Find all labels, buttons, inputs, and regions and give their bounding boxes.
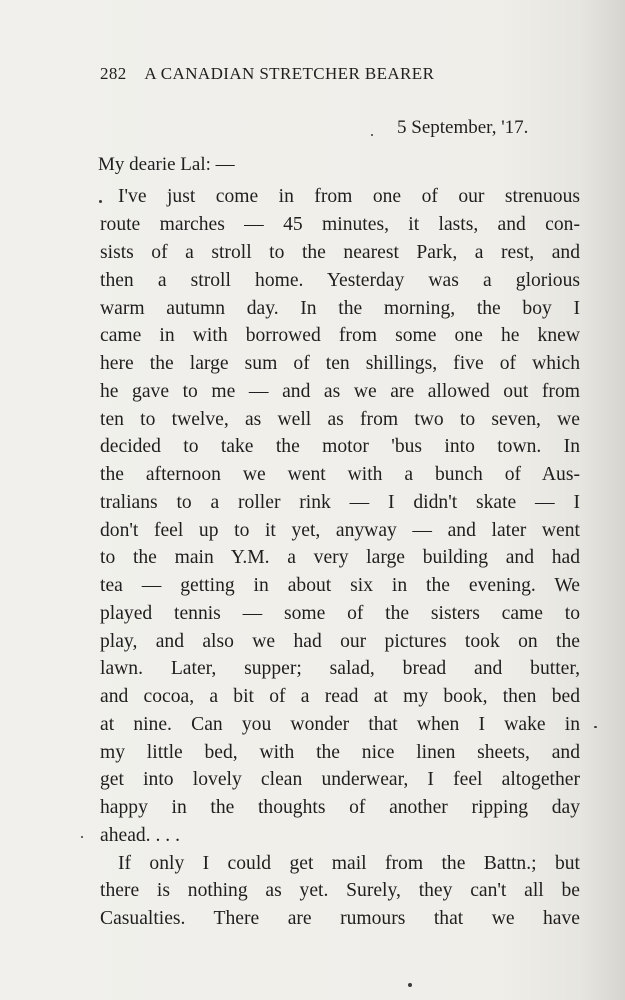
body-line: here the large sum of ten shillings, five of which xyxy=(100,353,580,374)
body-line: he gave to me — and as we are allowed out from xyxy=(100,381,580,402)
body-line: ahead. . . . xyxy=(100,825,180,846)
print-speck xyxy=(594,726,597,728)
body-line: decided to take the motor 'bus into town. In xyxy=(100,436,580,457)
body-line: happy in the thoughts of another ripping day xyxy=(100,797,580,818)
body-line: play, and also we had our pictures took on the xyxy=(100,631,580,652)
body-line: my little bed, with the nice linen sheets, and xyxy=(100,742,580,763)
body-line: played tennis — some of the sisters came to xyxy=(100,603,580,624)
body-line: lawn. Later, supper; salad, bread and butter, xyxy=(100,658,580,679)
body-line: there is nothing as yet. Surely, they can't all be xyxy=(100,880,580,901)
print-speck xyxy=(371,134,373,136)
print-speck xyxy=(408,983,412,987)
page-header xyxy=(100,64,540,84)
body-line: warm autumn day. In the morning, the boy I xyxy=(100,298,580,319)
body-line: sists of a stroll to the nearest Park, a rest, and xyxy=(100,242,580,263)
running-title: A CANADIAN STRETCHER BEARER xyxy=(144,64,435,83)
body-line: to the main Y.M. a very large building and had xyxy=(100,547,580,568)
body-line: Casualties. There are rumours that we have xyxy=(100,908,580,929)
body-line: If only I could get mail from the Battn.; but xyxy=(118,853,580,874)
body-line: get into lovely clean underwear, I feel altogether xyxy=(100,769,580,790)
body-line: and cocoa, a bit of a read at my book, then bed xyxy=(100,686,580,707)
salutation: My dearie Lal: — xyxy=(98,154,235,175)
body-line: don't feel up to it yet, anyway — and later went xyxy=(100,520,580,541)
body-line: ten to twelve, as well as from two to seven, we xyxy=(100,409,580,430)
body-line: came in with borrowed from some one he knew xyxy=(100,325,580,346)
print-speck xyxy=(81,836,83,838)
body-line: route marches — 45 minutes, it lasts, and con- xyxy=(100,214,580,235)
body-line: the afternoon we went with a bunch of Aus- xyxy=(100,464,580,485)
body-line: tralians to a roller rink — I didn't skate — I xyxy=(100,492,580,513)
body-line: tea — getting in about six in the evening. We xyxy=(100,575,580,596)
body-line: at nine. Can you wonder that when I wake in xyxy=(100,714,580,735)
body-line: I've just come in from one of our strenuous xyxy=(118,186,580,207)
letter-date: 5 September, '17. xyxy=(397,117,529,138)
print-speck xyxy=(99,200,102,203)
page-number: 282 xyxy=(100,64,127,83)
body-line: then a stroll home. Yesterday was a glorious xyxy=(100,270,580,291)
